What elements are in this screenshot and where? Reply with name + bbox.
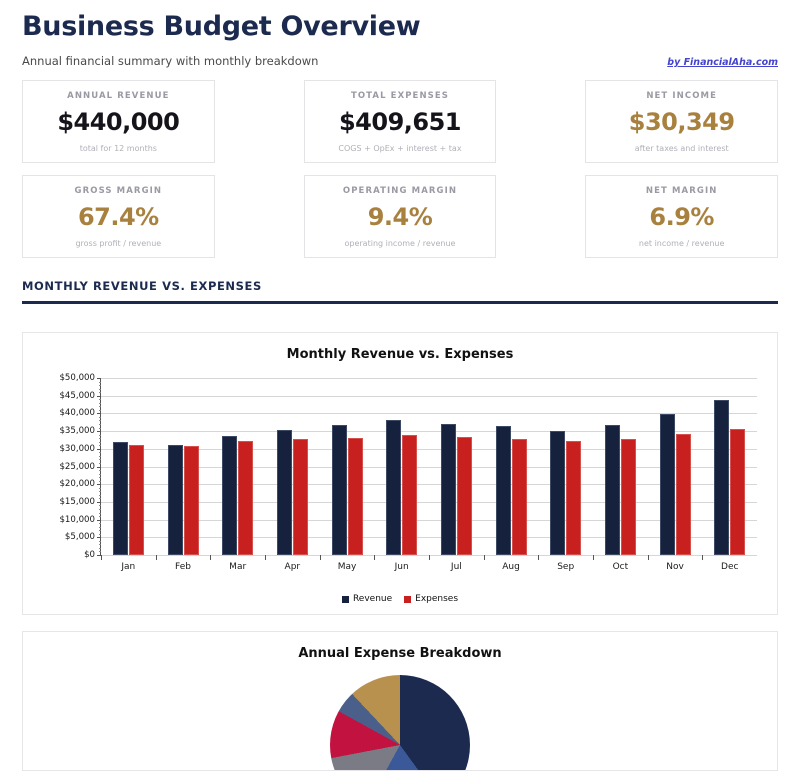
pie-chart-panel <box>22 631 778 771</box>
bar-revenue-may <box>332 425 347 555</box>
x-axis-tick-mark <box>156 555 157 560</box>
pie-chart-plot <box>33 667 767 763</box>
kpi-value: 6.9% <box>649 202 714 231</box>
bar-revenue-mar <box>222 436 237 555</box>
kpi-card-net-income <box>585 80 778 163</box>
bar-expenses-sep <box>566 441 581 555</box>
x-axis-tick-mark <box>484 555 485 560</box>
x-axis-tick-mark <box>538 555 539 560</box>
section-header <box>22 279 778 304</box>
y-axis-tick-label: $50,000 <box>59 373 95 383</box>
x-axis-tick-mark <box>265 555 266 560</box>
x-axis-tick-label: Dec <box>721 562 739 572</box>
legend-swatch-expenses <box>404 596 411 603</box>
pie-graphic <box>330 675 470 771</box>
subheader-row <box>22 54 778 68</box>
kpi-card-operating-margin <box>304 175 497 258</box>
x-axis-tick-label: Nov <box>666 562 684 572</box>
kpi-grid <box>22 80 778 258</box>
credit-link[interactable]: by FinancialAha.com <box>667 57 778 68</box>
x-axis-tick-label: Jan <box>121 562 136 572</box>
x-axis-tick-label: Apr <box>284 562 301 572</box>
x-axis-tick-label: Jun <box>394 562 409 572</box>
kpi-value: $440,000 <box>57 107 180 136</box>
bar-chart-panel <box>22 332 778 615</box>
x-axis-tick-mark <box>101 555 102 560</box>
kpi-note: after taxes and interest <box>634 143 729 153</box>
bar-group-jun <box>374 378 429 572</box>
kpi-note: gross profit / revenue <box>75 238 162 248</box>
x-axis-tick-mark <box>648 555 649 560</box>
legend-swatch-revenue <box>342 596 349 603</box>
x-axis-tick-mark <box>593 555 594 560</box>
y-axis-tick-label: $35,000 <box>59 426 95 437</box>
bar-expenses-dec <box>730 429 745 555</box>
bar-expenses-nov <box>676 434 691 555</box>
kpi-note: COGS + OpEx + interest + tax <box>338 143 462 153</box>
x-axis-tick-label: Aug <box>502 562 520 572</box>
bar-group-oct <box>593 378 648 572</box>
bars-layer <box>101 378 757 572</box>
bar-expenses-may <box>348 438 363 555</box>
x-axis-tick-label: May <box>337 562 357 572</box>
bar-group-apr <box>265 378 320 572</box>
legend-item-revenue <box>342 594 392 604</box>
y-axis-tick-label: $45,000 <box>59 390 95 401</box>
section-heading-text: MONTHLY REVENUE VS. EXPENSES <box>22 279 262 293</box>
bar-expenses-jan <box>129 445 144 555</box>
x-axis-tick-mark <box>702 555 703 560</box>
y-axis-tick-label: $15,000 <box>59 496 95 507</box>
x-axis-tick-mark <box>210 555 211 560</box>
bar-revenue-feb <box>168 445 183 555</box>
bar-revenue-nov <box>660 414 675 555</box>
bar-group-jul <box>429 378 484 572</box>
legend-label: Expenses <box>415 594 459 604</box>
x-axis-tick-label: Sep <box>557 562 575 572</box>
kpi-card-gross-margin <box>22 175 215 258</box>
bar-chart-plot <box>33 368 767 580</box>
bar-revenue-jun <box>386 420 401 555</box>
x-axis-tick-label: Feb <box>175 562 191 572</box>
x-axis-tick-mark <box>429 555 430 560</box>
bar-group-feb <box>156 378 211 572</box>
bar-revenue-dec <box>714 400 729 555</box>
bar-group-nov <box>648 378 703 572</box>
page-subtitle: Annual financial summary with monthly breakdown <box>22 54 319 68</box>
y-axis-tick-label: $30,000 <box>59 443 95 454</box>
bar-group-dec <box>702 378 757 572</box>
bar-group-aug <box>484 378 539 572</box>
kpi-label: NET MARGIN <box>645 185 718 196</box>
kpi-note: total for 12 months <box>79 143 157 153</box>
kpi-value: $30,349 <box>628 107 735 136</box>
section-divider <box>22 301 778 304</box>
pie-chart-title: Annual Expense Breakdown <box>298 646 502 661</box>
legend-label: Revenue <box>352 594 393 604</box>
bar-revenue-jan <box>113 442 128 555</box>
report-page <box>0 10 800 784</box>
kpi-note: operating income / revenue <box>344 238 456 248</box>
kpi-label: NET INCOME <box>646 90 717 101</box>
page-title: Business Budget Overview <box>22 11 421 42</box>
kpi-label: ANNUAL REVENUE <box>67 90 170 101</box>
bar-expenses-oct <box>621 439 636 555</box>
bar-chart-title: Monthly Revenue vs. Expenses <box>286 347 514 362</box>
kpi-value: $409,651 <box>338 107 461 136</box>
bar-expenses-aug <box>512 439 527 555</box>
y-axis-tick-label: $5,000 <box>64 532 95 543</box>
bar-expenses-feb <box>184 446 199 555</box>
bar-revenue-oct <box>605 425 620 555</box>
kpi-card-annual-revenue <box>22 80 215 163</box>
bar-group-sep <box>538 378 593 572</box>
kpi-card-total-expenses <box>304 80 497 163</box>
kpi-label: TOTAL EXPENSES <box>350 90 450 101</box>
x-axis-tick-mark <box>320 555 321 560</box>
y-axis-tick-label: $40,000 <box>59 408 95 419</box>
bar-expenses-jul <box>457 437 472 555</box>
kpi-value: 9.4% <box>367 202 433 231</box>
kpi-label: GROSS MARGIN <box>74 185 163 196</box>
bar-chart-legend <box>33 594 767 604</box>
kpi-card-net-margin <box>585 175 778 258</box>
bar-expenses-apr <box>293 439 308 555</box>
bar-group-mar <box>210 378 265 572</box>
bar-group-may <box>320 378 375 572</box>
y-axis-tick-label: $0 <box>84 550 95 560</box>
x-axis-tick-mark <box>374 555 375 560</box>
x-axis-tick-label: Oct <box>612 562 629 572</box>
x-axis-tick-label: Mar <box>229 562 247 572</box>
x-axis-tick-label: Jul <box>450 562 462 572</box>
plot-area <box>59 373 757 572</box>
kpi-note: net income / revenue <box>638 238 725 248</box>
bar-revenue-apr <box>277 430 292 555</box>
y-axis-tick-label: $10,000 <box>59 514 95 525</box>
bar-revenue-aug <box>496 426 511 555</box>
y-axis-tick-label: $20,000 <box>59 479 95 490</box>
kpi-label: OPERATING MARGIN <box>342 185 458 196</box>
y-axis-tick-label: $25,000 <box>59 461 95 472</box>
bar-group-jan <box>101 378 156 572</box>
legend-item-expenses <box>404 594 458 604</box>
bar-revenue-sep <box>550 431 565 555</box>
bar-expenses-jun <box>402 435 417 555</box>
kpi-value: 67.4% <box>77 202 159 231</box>
bar-revenue-jul <box>441 424 456 555</box>
bar-expenses-mar <box>238 441 253 555</box>
